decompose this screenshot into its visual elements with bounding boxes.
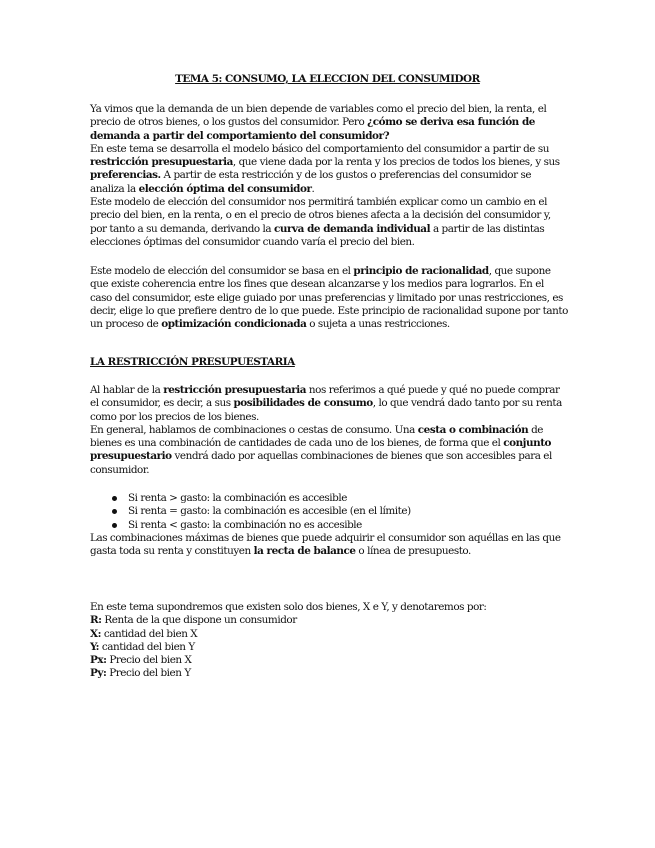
notation-intro: En este tema supondremos que existen solo dos bienes, X e Y, y denotaremos por: — [90, 601, 487, 613]
notation-item-px — [90, 654, 568, 667]
budget-paragraph-2 — [90, 424, 568, 477]
rationality-text-c: , que supone que existe coherencia entre los fines que desean alcanzarse y los medios para lograrlos. En el caso del consumidor, este elige guiado por unas preferencias y limitado por unas restricciones, es decir, elige lo que prefiere dentro de lo que puede. Este principio de racionalidad supone por tanto un proceso de — [90, 265, 568, 331]
max-combos-text-c: o línea de presupuesto. — [355, 545, 471, 558]
rationality-text-a: Este modelo de elección del consumidor se basa en el — [90, 265, 354, 277]
notation-description: cantidad del bien X — [101, 627, 198, 640]
list-item: Si renta < gasto: la combinación no es accesible — [90, 519, 568, 532]
intro-p2-bold-preferences: preferencias. — [90, 169, 161, 182]
list-item: Si renta = gasto: la combinación es accesible (en el límite) — [90, 505, 568, 518]
budget-p2-bold-set: conjunto presupuestario — [90, 437, 552, 463]
notation-symbol: Y: — [90, 640, 100, 653]
list-item: Si renta > gasto: la combinación es accesible — [90, 492, 568, 505]
notation-item-x — [90, 628, 568, 641]
max-combos-bold-balance-line: la recta de balance — [253, 545, 356, 558]
notation-item-py — [90, 667, 568, 680]
budget-p2-text-a: En general, hablamos de combinaciones o cestas de consumo. Una — [90, 423, 418, 436]
notation-item-renta — [90, 614, 568, 627]
budget-p2-text-c: de bienes es una combinación de cantidades de cada uno de los bienes, de forma que el — [90, 423, 543, 450]
intro-p2-text-c: , que viene dada por la renta y los precios de todos los bienes, y sus — [232, 156, 560, 169]
intro-p1-question: ¿cómo se deriva esa función de demanda a partir del comportamiento del consumidor? — [90, 116, 535, 142]
notation-description: Precio del bien Y — [106, 667, 191, 680]
intro-paragraph-1 — [90, 103, 568, 143]
notation-symbol: X: — [90, 627, 101, 640]
document-title: TEMA 5: CONSUMO, LA ELECCION DEL CONSUMIDOR — [175, 73, 480, 85]
rationality-bold-principle: principio de racionalidad — [353, 265, 489, 277]
intro-p1-text: Ya vimos que la demanda de un bien depende de variables como el precio del bien, la renta, el precio de otros bienes, o los gustos del consumidor. Pero — [90, 103, 547, 129]
intro-p2-bold-optimal: elección óptima del consumidor — [138, 182, 312, 195]
conditions-list — [90, 492, 568, 558]
budget-p1-bold-possibilities: posibilidades de consumo — [233, 397, 373, 410]
notation-description: Precio del bien X — [106, 654, 192, 667]
budget-p1-text-c: nos referimos a qué puede y qué no puede comprar el consumidor, es decir, a sus — [90, 384, 560, 410]
rationality-paragraph — [90, 265, 568, 331]
notation-symbol: R: — [90, 614, 102, 627]
intro-paragraph-2 — [90, 143, 568, 196]
max-combinations-paragraph — [90, 532, 568, 559]
rationality-text-e: o sujeta a unas restricciones. — [306, 318, 450, 331]
budget-p1-text-a: Al hablar de la — [90, 384, 164, 396]
notation-section — [90, 601, 568, 681]
rationality-section — [90, 265, 568, 331]
notation-description: cantidad del bien Y — [99, 640, 195, 653]
notation-item-y — [90, 641, 568, 654]
intro-p2-bold-budget: restricción presupuestaria — [90, 156, 233, 169]
budget-p2-bold-basket: cesta o combinación — [417, 423, 529, 436]
notation-symbol: Px: — [90, 654, 107, 667]
intro-p2-text-e: A partir de esta restricción y de los gustos o preferencias del consumidor se analiza la — [90, 169, 532, 195]
intro-p3-bold-demand-curve: curva de demanda individual — [274, 222, 431, 235]
budget-section — [90, 384, 568, 477]
notation-symbol: Py: — [90, 667, 107, 680]
intro-paragraph-3 — [90, 196, 568, 249]
intro-section — [90, 103, 568, 249]
max-combos-text-a: Las combinaciones máximas de bienes que puede adquirir el consumidor son aquéllas en las que gasta toda su renta y constituyen — [90, 531, 561, 558]
rationality-bold-optimization: optimización condicionada — [161, 318, 307, 331]
intro-p2-text-g: . — [311, 182, 315, 195]
budget-p1-text-e: , lo que vendrá dado tanto por su renta como por los precios de los bienes. — [90, 397, 562, 423]
budget-p1-bold-restriction: restricción presupuestaria — [163, 384, 307, 396]
section-heading-budget: LA RESTRICCIÓN PRESUPUESTARIA — [90, 356, 295, 368]
intro-p3-text-c: a partir de las distintas elecciones óptimas del consumidor cuando varía el precio del bien. — [90, 222, 545, 248]
intro-p3-text-a: Este modelo de elección del consumidor nos permitirá también explicar como un cambio en el precio del bien, en la renta, o en el precio de otros bienes afecta a la decisión del consumidor y, por tanto a su demanda, derivando la — [90, 196, 551, 235]
intro-p2-text-a: En este tema se desarrolla el modelo básico del comportamiento del consumidor a partir de su — [90, 142, 549, 155]
notation-description: Renta de la que dispone un consumidor — [101, 614, 297, 627]
budget-p2-text-e: vendrá dado por aquellas combinaciones de bienes que son accesibles para el consumidor. — [90, 450, 552, 476]
budget-paragraph-1 — [90, 384, 568, 424]
